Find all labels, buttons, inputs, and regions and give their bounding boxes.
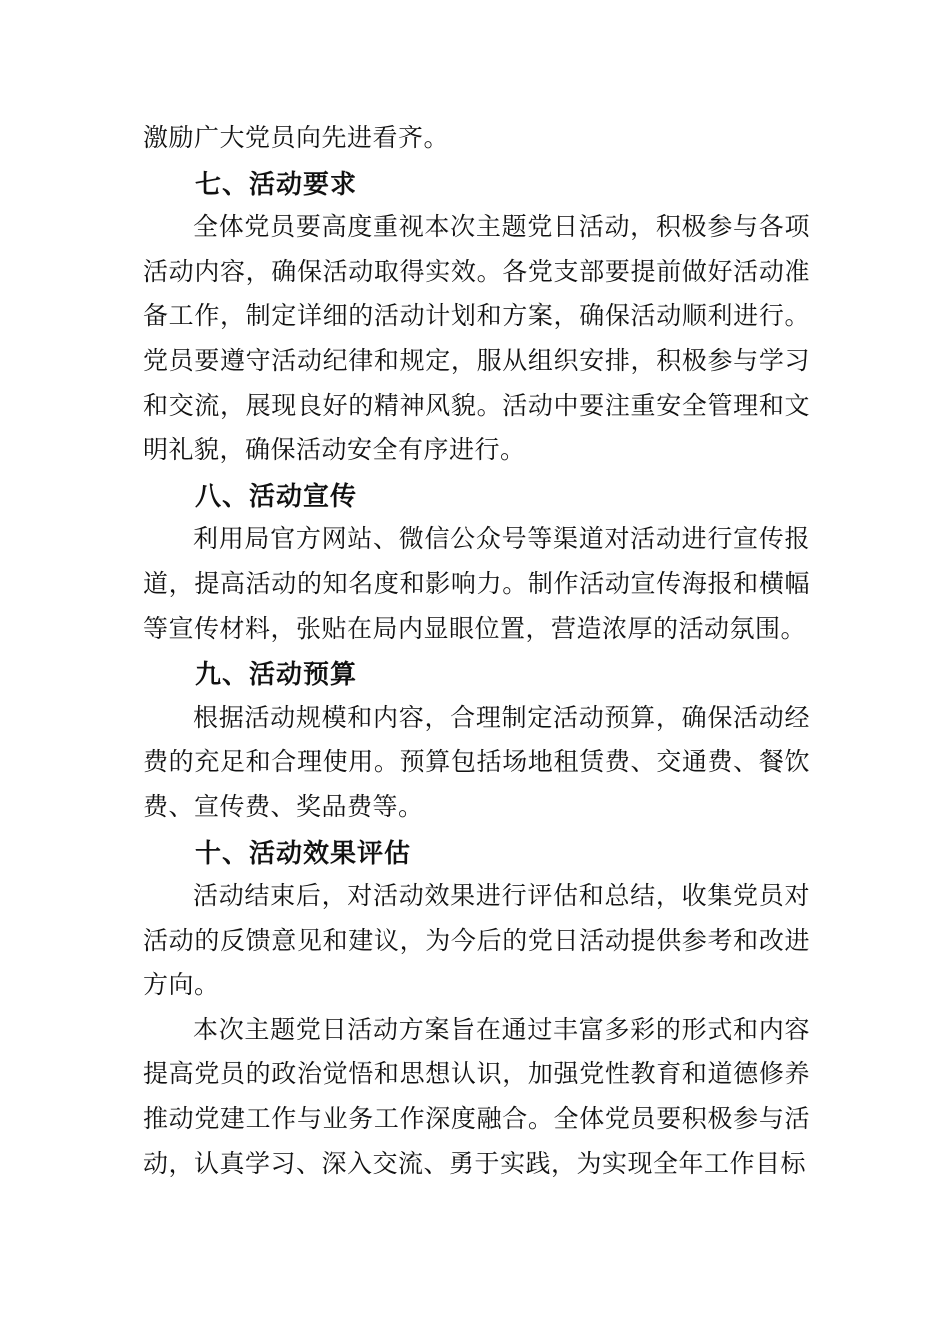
paragraph: 激励广大党员向先进看齐。 [143, 125, 450, 152]
section-heading: 七、活动要求 [195, 168, 358, 199]
paragraph: 活动结束后，对活动效果进行评估和总结，收集党员对活动的反馈意见和建议，为今后的党日活动提供参考和改进方向。 [143, 883, 810, 1000]
section-heading: 十、活动效果评估 [195, 837, 412, 868]
section-heading: 九、活动预算 [195, 659, 358, 690]
section-heading: 八、活动宣传 [195, 480, 358, 511]
paragraph: 根据活动规模和内容，合理制定活动预算，确保活动经费的充足和合理使用。预算包括场地租赁费、交通费、餐饮费、宣传费、奖品费等。 [143, 704, 810, 821]
paragraph: 全体党员要高度重视本次主题党日活动，积极参与各项活动内容，确保活动取得实效。各党支部要提前做好活动准备工作，制定详细的活动计划和方案，确保活动顺利进行。党员要遵守活动纪律和规定，服从组织安排，积极参与学习和交流，展现良好的精神风貌。活动中要注重安全管理和文明礼貌，确保活动安全有序进行。 [143, 214, 810, 465]
paragraph: 本次主题党日活动方案旨在通过丰富多彩的形式和内容提高党员的政治觉悟和思想认识，加强党性教育和道德修养推动党建工作与业务工作深度融合。全体党员要积极参与活动，认真学习、深入交流、勇于实践，为实现全年工作目标 [143, 1016, 810, 1178]
document-content [143, 117, 810, 1187]
paragraph: 利用局官方网站、微信公众号等渠道对活动进行宣传报道，提高活动的知名度和影响力。制作活动宣传海报和横幅等宣传材料，张贴在局内显眼位置，营造浓厚的活动氛围。 [143, 526, 810, 643]
